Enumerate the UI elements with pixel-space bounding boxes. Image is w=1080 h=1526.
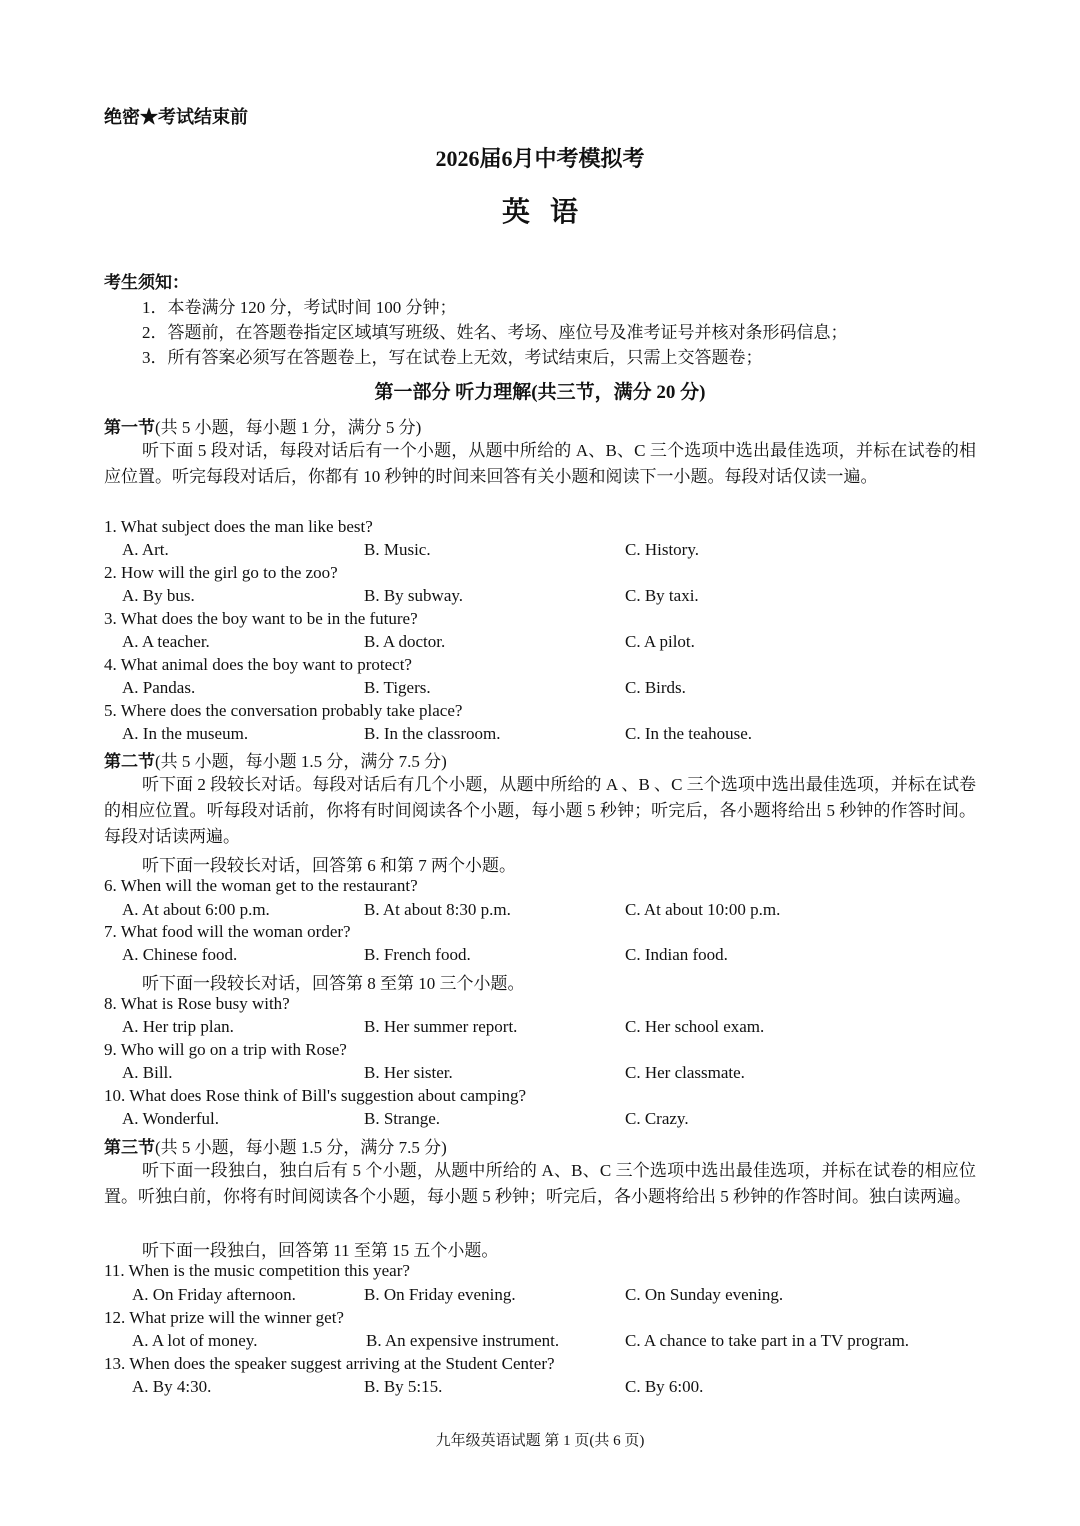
section-instruction: 听下面 5 段对话，每段对话后有一个小题，从题中所给的 A、B、C 三个选项中选出最佳选项，并标在试卷的相应位置。听完每段对话后，你都有 10 秒钟的时间来回答有关小题和阅读下一小题。每段对话仅读一遍。 <box>104 441 976 486</box>
notice-item: 1．本卷满分 120 分，考试时间 100 分钟； <box>142 298 457 317</box>
notice-heading: 考生须知： <box>104 273 189 292</box>
part-title: 第一部分 听力理解(共三节，满分 20 分) <box>374 382 706 403</box>
question-stem: 13. When does the speaker suggest arriving at the Student Center? <box>104 1354 555 1373</box>
option-a: A. A lot of money. <box>132 1331 258 1350</box>
option-b: B. At about 8:30 p.m. <box>364 900 511 919</box>
option-b: B. Her summer report. <box>364 1017 518 1036</box>
question-stem: 9. Who will go on a trip with Rose? <box>104 1040 347 1059</box>
option-b: B. By 5:15. <box>364 1377 443 1396</box>
option-a: A. Bill. <box>122 1063 173 1082</box>
page-footer: 九年级英语试题 第 1 页(共 6 页) <box>435 1433 645 1449</box>
section-name: 第二节 <box>104 752 155 771</box>
question-stem: 8. What is Rose busy with? <box>104 994 290 1013</box>
question-stem: 6. When will the woman get to the restaurant? <box>104 876 418 895</box>
option-b: B. A doctor. <box>364 632 446 651</box>
option-c: C. Indian food. <box>625 945 728 964</box>
option-c: C. On Sunday evening. <box>625 1285 784 1304</box>
question-stem: 11. When is the music competition this year? <box>104 1261 410 1280</box>
option-a: A. In the museum. <box>122 724 249 743</box>
option-a: A. Art. <box>122 540 169 559</box>
section-heading <box>104 747 447 772</box>
option-b: B. French food. <box>364 945 471 964</box>
section-info: (共 5 小题，每小题 1.5 分，满分 7.5 分) <box>155 1138 447 1157</box>
question-stem: 2. How will the girl go to the zoo? <box>104 563 338 582</box>
option-c: C. By taxi. <box>625 586 699 605</box>
section-info: (共 5 小题，每小题 1.5 分，满分 7.5 分) <box>155 752 447 771</box>
option-c: C. At about 10:00 p.m. <box>625 900 781 919</box>
sub-instruction: 听下面一段独白，回答第 11 至第 15 五个小题。 <box>142 1241 499 1260</box>
option-a: A. By 4:30. <box>132 1377 212 1396</box>
notice-item: 2．答题前，在答题卷指定区域填写班级、姓名、考场、座位号及准考证号并核对条形码信息； <box>142 323 848 342</box>
option-c: C. By 6:00. <box>625 1377 704 1396</box>
option-b: B. Tigers. <box>364 678 431 697</box>
option-b: B. Strange. <box>364 1109 441 1128</box>
question-stem: 4. What animal does the boy want to protect? <box>104 655 412 674</box>
question-stem: 12. What prize will the winner get? <box>104 1308 344 1327</box>
section-name: 第一节 <box>104 418 155 437</box>
question-stem: 10. What does Rose think of Bill's suggestion about camping? <box>104 1086 527 1105</box>
question-stem: 3. What does the boy want to be in the future? <box>104 609 418 628</box>
option-b: B. On Friday evening. <box>364 1285 516 1304</box>
option-c: C. History. <box>625 540 699 559</box>
option-a: A. At about 6:00 p.m. <box>122 900 270 919</box>
option-a: A. Wonderful. <box>122 1109 219 1128</box>
section-heading <box>104 1133 447 1158</box>
option-b: B. Music. <box>364 540 431 559</box>
option-c: C. Birds. <box>625 678 686 697</box>
option-b: B. An expensive instrument. <box>366 1331 560 1350</box>
exam-title: 2026届6月中考模拟考 <box>435 146 645 171</box>
sub-instruction: 听下面一段较长对话，回答第 6 和第 7 两个小题。 <box>142 856 516 875</box>
confidential-label: 绝密★考试结束前 <box>104 107 248 127</box>
option-a: A. Chinese food. <box>122 945 238 964</box>
option-b: B. In the classroom. <box>364 724 501 743</box>
option-a: A. By bus. <box>122 586 195 605</box>
option-b: B. By subway. <box>364 586 464 605</box>
option-a: A. A teacher. <box>122 632 210 651</box>
section-instruction: 听下面一段独白，独白后有 5 个小题，从题中所给的 A、B、C 三个选项中选出最佳选项，并标在试卷的相应位置。听独白前，你将有时间阅读各个小题，每小题 5 秒钟；听完后，各小题将给出 5 秒钟的作答时间。独白读两遍。 <box>104 1161 976 1206</box>
option-c: C. A pilot. <box>625 632 695 651</box>
question-stem: 7. What food will the woman order? <box>104 922 351 941</box>
option-a: A. On Friday afternoon. <box>132 1285 296 1304</box>
sub-instruction: 听下面一段较长对话，回答第 8 至第 10 三个小题。 <box>142 974 525 993</box>
option-a: A. Pandas. <box>122 678 196 697</box>
section-info: (共 5 小题，每小题 1 分，满分 5 分) <box>155 418 422 437</box>
option-c: C. Crazy. <box>625 1109 689 1128</box>
option-a: A. Her trip plan. <box>122 1017 234 1036</box>
question-stem: 1. What subject does the man like best? <box>104 517 373 536</box>
option-c: C. Her classmate. <box>625 1063 745 1082</box>
section-instruction: 听下面 2 段较长对话。每段对话后有几个小题，从题中所给的 A 、B 、C 三个选项中选出最佳选项，并标在试卷的相应位置。听每段对话前，你将有时间阅读各个小题，每小题 5 秒钟；听完后，各小题将给出 5 秒钟的作答时间。每段对话读两遍。 <box>104 775 976 846</box>
section-heading <box>104 413 421 438</box>
option-c: C. In the teahouse. <box>625 724 752 743</box>
question-stem: 5. Where does the conversation probably take place? <box>104 701 463 720</box>
section-name: 第三节 <box>104 1138 155 1157</box>
option-c: C. A chance to take part in a TV program. <box>625 1331 910 1350</box>
option-b: B. Her sister. <box>364 1063 453 1082</box>
notice-item: 3．所有答案必须写在答题卷上，写在试卷上无效，考试结束后，只需上交答题卷； <box>142 348 763 367</box>
option-c: C. Her school exam. <box>625 1017 765 1036</box>
subject-title: 英语 <box>501 197 598 228</box>
